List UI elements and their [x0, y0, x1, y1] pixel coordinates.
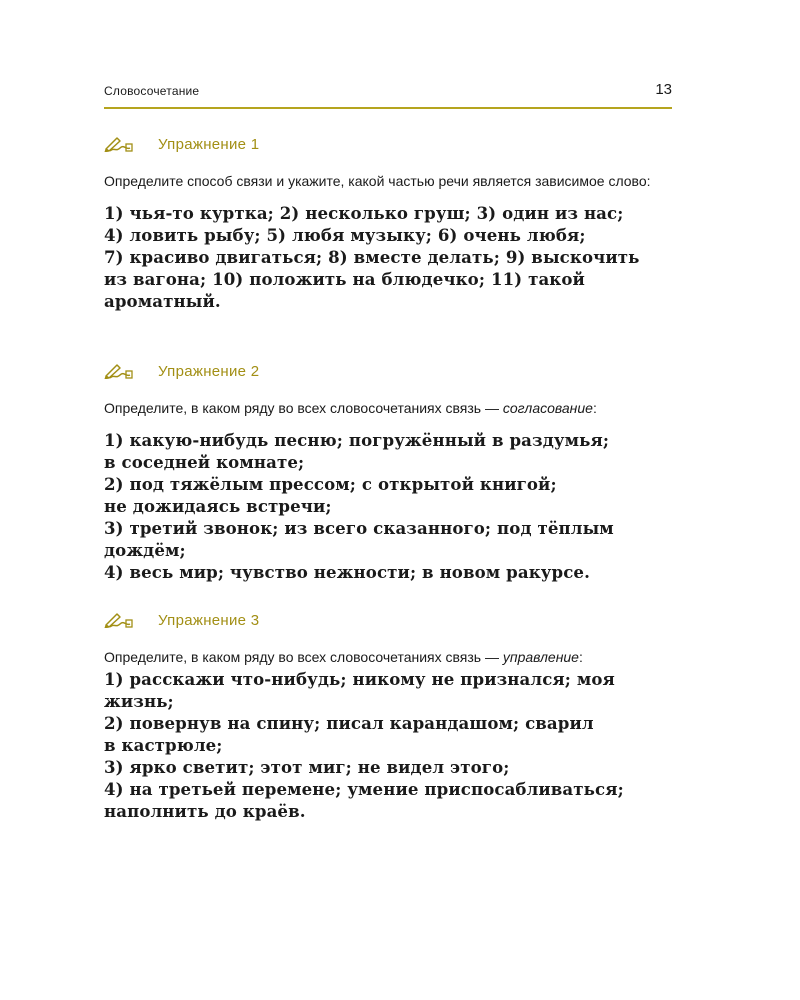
exercise-items: 1) чья-то куртка; 2) несколько груш; 3) один из нас; 4) ловить рыбу; 5) любя музыку; 6) очень любя; 7) красиво двигаться; 8) вместе делать; 9) выскочить из вагона; 10) положить на блюдечко; 11) такой ароматный.: [104, 203, 640, 311]
running-title: Словосочетание: [104, 84, 200, 98]
exercise-heading: [104, 361, 664, 381]
task-suffix: :: [592, 400, 597, 416]
exercise-title: Упражнение 1: [158, 135, 260, 153]
task-term: согласование: [502, 400, 593, 416]
pen-writing-icon: [104, 136, 134, 152]
task-text: Определите, в каком ряду во всех словосочетаниях связь —: [104, 649, 503, 665]
exercise-title: Упражнение 2: [158, 362, 260, 380]
exercise-items: 1) расскажи что-нибудь; никому не признался; моя жизнь; 2) повернув на спину; писал карандашом; сварил в кастрюле; 3) ярко светит; этот миг; не видел этого; 4) на третьей перемене; умение приспосабливаться; наполнить до краёв.: [104, 669, 624, 821]
exercise-1: [104, 134, 664, 312]
exercise-2: [104, 361, 664, 583]
exercise-heading: [104, 134, 664, 154]
exercise-items: 1) какую-нибудь песню; погружённый в раздумья; в соседней комнате; 2) под тяжёлым прессом; с открытой книгой; не дожидаясь встречи; 3) третий звонок; из всего сказанного; под тёплым дождём; 4) весь мир; чувство нежности; в новом ракурсе.: [104, 430, 614, 582]
exercise-title: Упражнение 3: [158, 611, 260, 629]
page-number: 13: [655, 81, 672, 98]
exercise-3: [104, 610, 664, 822]
pen-writing-icon: [104, 363, 134, 379]
pen-writing-icon: [104, 612, 134, 628]
exercise-task: [104, 646, 664, 668]
header-divider: [104, 107, 672, 109]
exercise-heading: [104, 610, 664, 630]
task-suffix: :: [578, 649, 583, 665]
exercise-task: Определите способ связи и укажите, какой частью речи является зависимое слово:: [104, 173, 651, 189]
task-term: управление: [502, 649, 579, 665]
task-text: Определите, в каком ряду во всех словосочетаниях связь —: [104, 400, 503, 416]
exercise-task: [104, 397, 664, 419]
